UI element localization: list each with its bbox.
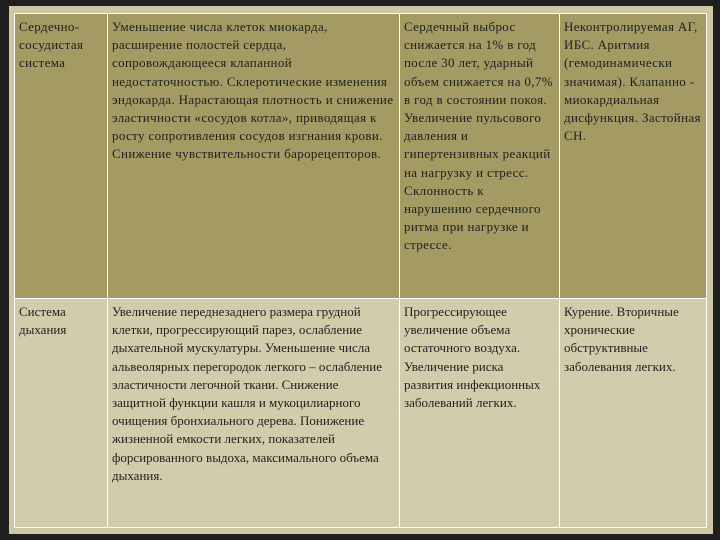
consequences-cell: Сердечный выброс снижается на 1% в год после 30 лет, ударный объем снижается на 0,7% в год в состоянии покоя. Увеличение пульсового давления и гипертензивных реакций на нагрузку и стресс. Склонность к нарушению сердечного ритма при нагрузке и стрессе. — [400, 14, 560, 299]
table-row — [15, 14, 707, 299]
consequences-cell: Прогрессирующее увеличение объема остаточного воздуха. Увеличение риска развития инфекционных заболеваний легких. — [400, 299, 560, 528]
changes-cell: Уменьшение числа клеток миокарда, расширение полостей сердца, сопровождающееся клапанной недостаточностью. Склеротические изменения эндокарда. Нарастающая плотность и снижение эластичности «сосудов котла», приводящая к росту сопротивления сосудов изгнания крови. Снижение чувствительности барорецепторов. — [108, 14, 400, 299]
factors-cell: Неконтролируемая АГ, ИБС. Аритмия (гемодинамически значимая). Клапанно - миокардиальная дисфункция. Застойная СН. — [560, 14, 707, 299]
factors-cell: Курение. Вторичные хронические обструктивные заболевания легких. — [560, 299, 707, 528]
system-cell: Система дыхания — [15, 299, 108, 528]
changes-cell: Увеличение переднезаднего размера грудной клетки, прогрессирующий парез, ослабление дыхательной мускулатуры. Уменьшение числа альвеолярных перегородок легкого – ослабление эластичности легочной ткани. Снижение защитной функции кашля и мукоцилиарного очищения бронхиального дерева. Понижение жизненной емкости легких, показателей форсированного выдоха, максимального объема дыхания. — [108, 299, 400, 528]
table-row — [15, 299, 707, 528]
aging-changes-table — [14, 13, 707, 528]
system-cell: Сердечно-сосудистая система — [15, 14, 108, 299]
